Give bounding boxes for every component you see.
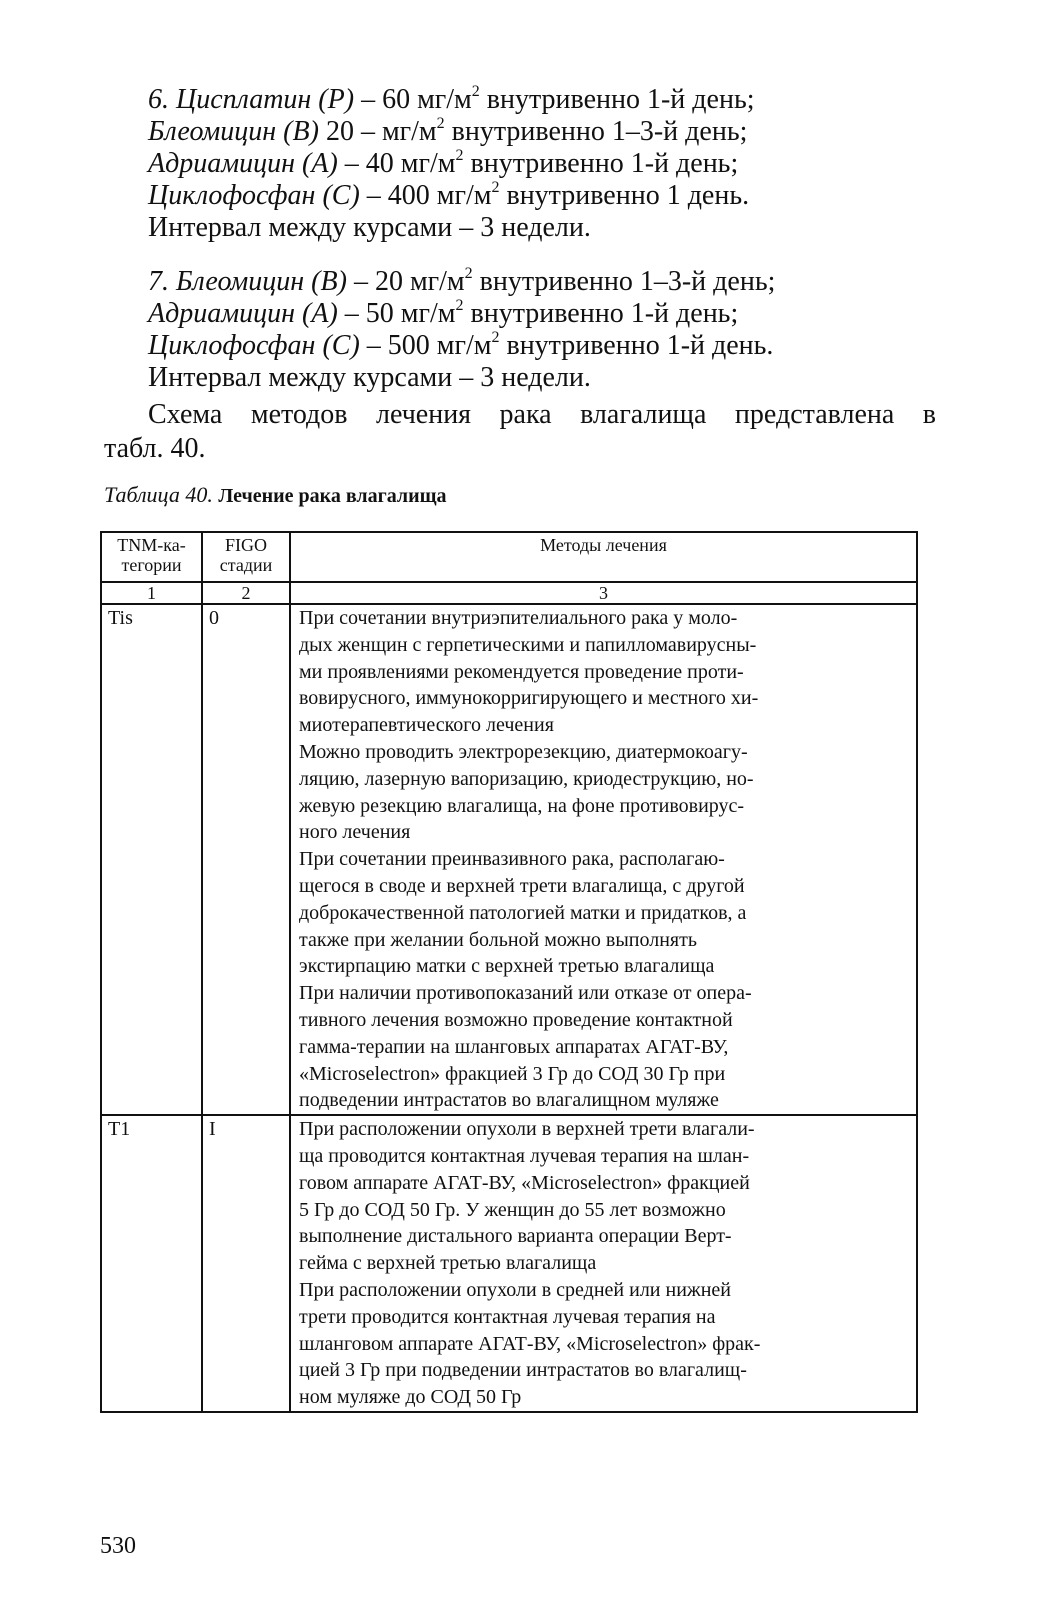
dose-superscript: 2 xyxy=(436,115,445,132)
header-figo xyxy=(202,532,290,582)
scheme-paragraph xyxy=(104,398,936,466)
method-line: ща проводится контактная лучевая терапия на шлан- xyxy=(299,1144,750,1167)
header-methods: Методы лечения xyxy=(290,532,917,582)
drug-name: Циклофосфан (С) xyxy=(148,180,360,211)
table-row xyxy=(101,1115,917,1412)
drug-dose: – 20 мг/м xyxy=(346,266,465,297)
drug-name: 7. Блеомицин (В) xyxy=(148,266,347,297)
drug-dose: – 500 мг/м xyxy=(359,330,492,361)
method-line: При сочетании преинвазивного рака, располагаю- xyxy=(299,848,725,871)
table-header-row xyxy=(101,532,917,582)
method-line: вовирусного, иммунокорригирующего и местного хи- xyxy=(299,687,759,710)
dose-superscript: 2 xyxy=(471,83,480,100)
header-figo-line: FIGO xyxy=(224,535,267,555)
scheme-paragraph-line: табл. 40. xyxy=(104,433,206,464)
method-line: При наличии противопоказаний или отказе от опера- xyxy=(299,982,752,1005)
drug-dose: – 50 мг/м xyxy=(337,298,456,329)
dose-superscript: 2 xyxy=(464,265,473,282)
method-line: доброкачественной патологией матки и придатков, а xyxy=(299,901,747,924)
drug-dose: 20 – мг/м xyxy=(318,116,437,147)
method-line: ми проявлениями рекомендуется проведение проти- xyxy=(299,660,744,683)
method-line: трети проводится контактная лучевая терапия на xyxy=(299,1305,716,1328)
drug-name: 6. Цисплатин (Р) xyxy=(148,84,355,115)
cell-figo: 0 xyxy=(202,604,290,1115)
method-line: цией 3 Гр при подведении интрастатов во влагалищ- xyxy=(299,1359,747,1382)
drug-dose: – 400 мг/м xyxy=(359,180,492,211)
method-line: тивного лечения возможно проведение контактной xyxy=(299,1008,733,1031)
regimen-7-interval: Интервал между курсами – 3 недели. xyxy=(148,362,591,393)
table-caption-label: Таблица 40. xyxy=(104,482,213,507)
cell-tnm: Tis xyxy=(101,604,202,1115)
table-row xyxy=(101,604,917,1115)
method-line: При сочетании внутриэпителиального рака у моло- xyxy=(299,607,738,629)
header-tnm-line: тегории xyxy=(121,555,182,575)
drug-schedule: внутривенно 1 день. xyxy=(499,180,750,211)
drug-name: Блеомицин (В) xyxy=(148,116,319,147)
drug-schedule: внутривенно 1–3-й день; xyxy=(472,266,776,297)
drug-schedule: внутривенно 1-й день; xyxy=(463,148,739,179)
regimen-6-line xyxy=(148,84,938,116)
header-tnm-line: TNM-ка- xyxy=(117,535,186,555)
drug-name: Адриамицин (А) xyxy=(148,148,338,179)
header-figo-line: стадии xyxy=(219,555,273,575)
method-line: подведении интрастатов во влагалищном муляже xyxy=(299,1089,719,1112)
table-caption xyxy=(104,482,447,509)
drug-name: Циклофосфан (С) xyxy=(148,330,360,361)
regimen-7-line xyxy=(148,330,938,362)
method-line: При расположении опухоли в верхней трети влагали- xyxy=(299,1118,755,1141)
method-line: также при желании больной можно выполнять xyxy=(299,928,697,951)
page-number: 530 xyxy=(100,1533,136,1559)
method-line: шланговом аппарате АГАТ-ВУ, «Microselectron» фрак- xyxy=(299,1332,761,1355)
dose-superscript: 2 xyxy=(455,147,464,164)
regimen-7 xyxy=(148,266,938,394)
column-number: 3 xyxy=(290,582,917,604)
table-caption-title: Лечение рака влагалища xyxy=(218,485,447,507)
method-line: экстирпацию матки с верхней третью влагалища xyxy=(299,955,715,978)
regimen-7-line xyxy=(148,266,938,298)
column-number: 2 xyxy=(202,582,290,604)
cell-figo: I xyxy=(202,1115,290,1412)
header-tnm xyxy=(101,532,202,582)
regimen-6-interval: Интервал между курсами – 3 недели. xyxy=(148,212,591,243)
dose-superscript: 2 xyxy=(491,179,500,196)
dose-superscript: 2 xyxy=(491,329,500,346)
method-line: 5 Гр до СОД 50 Гр. У женщин до 55 лет возможно xyxy=(299,1198,726,1221)
drug-name: Адриамицин (А) xyxy=(148,298,338,329)
column-number: 1 xyxy=(101,582,202,604)
regimen-6-line xyxy=(148,148,938,180)
cell-methods xyxy=(290,604,917,1115)
column-number-row xyxy=(101,582,917,604)
method-line: «Microselectron» фракцией 3 Гр до СОД 30 Гр при xyxy=(299,1062,726,1085)
method-line: ном муляже до СОД 50 Гр xyxy=(299,1386,522,1409)
drug-schedule: внутривенно 1–3-й день; xyxy=(444,116,748,147)
method-line: миотерапевтического лечения xyxy=(299,714,554,737)
regimen-6-line xyxy=(148,180,938,212)
method-line: гейма с верхней третью влагалища xyxy=(299,1252,597,1275)
regimen-6 xyxy=(148,84,938,244)
scheme-paragraph-line: Схема методов лечения рака влагалища представлена в xyxy=(148,399,936,430)
dose-superscript: 2 xyxy=(455,297,464,314)
method-line: щегося в своде и верхней трети влагалища, с другой xyxy=(299,874,745,897)
method-line: ляцию, лазерную вапоризацию, криодеструкцию, но- xyxy=(299,767,754,790)
regimen-7-line xyxy=(148,298,938,330)
drug-dose: – 40 мг/м xyxy=(337,148,456,179)
cell-tnm: T1 xyxy=(101,1115,202,1412)
drug-schedule: внутривенно 1-й день; xyxy=(479,84,755,115)
method-line: дых женщин с герпетическими и папилломавирусны- xyxy=(299,633,757,656)
method-line: говом аппарате АГАТ-ВУ, «Microselectron» фракцией xyxy=(299,1171,750,1194)
drug-schedule: внутривенно 1-й день; xyxy=(463,298,739,329)
method-line: выполнение дистального варианта операции Верт- xyxy=(299,1225,732,1248)
method-line: ного лечения xyxy=(299,821,411,844)
method-line: гамма-терапии на шланговых аппаратах АГАТ-ВУ, xyxy=(299,1035,729,1058)
cell-methods xyxy=(290,1115,917,1412)
method-line: жевую резекцию влагалища, на фоне противовирус- xyxy=(299,794,745,817)
method-line: Можно проводить электрорезекцию, диатермокоагу- xyxy=(299,740,748,763)
regimen-6-line xyxy=(148,116,938,148)
drug-schedule: внутривенно 1-й день. xyxy=(499,330,774,361)
drug-dose: – 60 мг/м xyxy=(354,84,472,115)
treatment-table xyxy=(100,531,918,1413)
method-line: При расположении опухоли в средней или нижней xyxy=(299,1278,732,1301)
